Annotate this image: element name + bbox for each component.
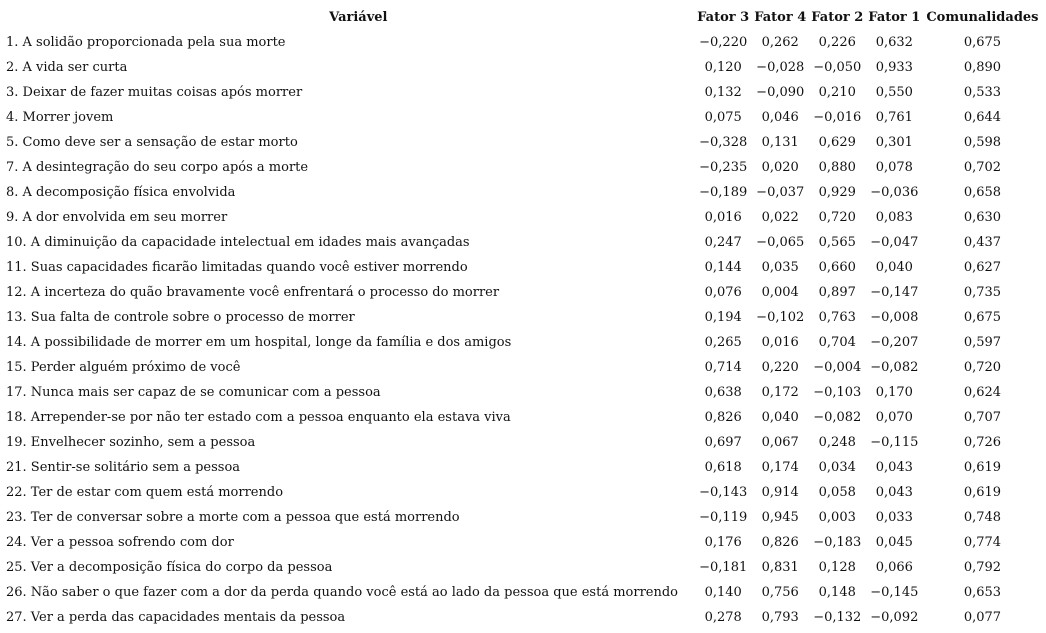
variable-cell: 19. Envelhecer sozinho, sem a pessoa [6, 435, 256, 450]
variable-cell: 15. Perder alguém próximo de você [6, 360, 241, 375]
variable-cell: 26. Não saber o que fazer com a dor da perda quando você está ao lado da pessoa que está morrendo [6, 585, 678, 600]
table-row [2, 230, 1042, 255]
variable-cell: 4. Morrer jovem [6, 110, 114, 125]
header-fator-4: Fator 4 [754, 10, 807, 25]
fator-4-cell: 0,004 [761, 285, 799, 300]
fator-3-cell: −0,235 [699, 160, 748, 175]
fator-3-cell: 0,618 [704, 460, 742, 475]
fator-1-cell: 0,070 [875, 410, 913, 425]
header-row [2, 5, 1042, 30]
comunalidades-cell: 0,597 [963, 335, 1002, 350]
table-row [2, 130, 1042, 155]
table-row [2, 305, 1042, 330]
fator-4-cell: 0,220 [761, 360, 799, 375]
factor-loadings-table [2, 5, 1042, 630]
table-row [2, 480, 1042, 505]
comunalidades-cell: 0,748 [963, 510, 1002, 525]
variable-cell: 27. Ver a perda das capacidades mentais da pessoa [6, 610, 346, 625]
fator-2-cell: 0,565 [818, 235, 856, 250]
table-row [2, 530, 1042, 555]
comunalidades-cell: 0,658 [963, 185, 1002, 200]
fator-3-cell: 0,140 [704, 585, 742, 600]
variable-cell: 25. Ver a decomposição física do corpo da pessoa [6, 560, 333, 575]
fator-4-cell: 0,016 [761, 335, 799, 350]
fator-2-cell: 0,880 [818, 160, 856, 175]
fator-3-cell: 0,697 [704, 435, 742, 450]
fator-2-cell: 0,128 [818, 560, 856, 575]
fator-1-cell: 0,632 [875, 35, 913, 50]
variable-cell: 5. Como deve ser a sensação de estar morto [6, 135, 298, 150]
variable-cell: 11. Suas capacidades ficarão limitadas quando você estiver morrendo [6, 260, 468, 275]
comunalidades-cell: 0,630 [963, 210, 1002, 225]
fator-4-cell: 0,131 [761, 135, 799, 150]
table-row [2, 180, 1042, 205]
fator-3-cell: 0,714 [704, 360, 742, 375]
table-row [2, 105, 1042, 130]
fator-2-cell: 0,720 [818, 210, 856, 225]
table-row [2, 405, 1042, 430]
fator-1-cell: −0,047 [870, 235, 919, 250]
fator-4-cell: 0,067 [761, 435, 799, 450]
fator-1-cell: 0,043 [875, 460, 913, 475]
fator-1-cell: 0,033 [875, 510, 913, 525]
table-row [2, 430, 1042, 455]
fator-1-cell: 0,083 [875, 210, 913, 225]
table-row [2, 380, 1042, 405]
fator-1-cell: 0,040 [875, 260, 913, 275]
fator-3-cell: −0,220 [699, 35, 748, 50]
variable-cell: 21. Sentir-se solitário sem a pessoa [6, 460, 241, 475]
fator-4-cell: 0,035 [761, 260, 799, 275]
comunalidades-cell: 0,653 [963, 585, 1002, 600]
fator-3-cell: −0,119 [699, 510, 748, 525]
header-variable: Variável [329, 10, 388, 25]
fator-1-cell: −0,115 [870, 435, 919, 450]
variable-cell: 14. A possibilidade de morrer em um hospital, longe da família e dos amigos [6, 335, 512, 350]
comunalidades-cell: 0,624 [963, 385, 1002, 400]
header-fator-3: Fator 3 [697, 10, 750, 25]
fator-2-cell: 0,003 [818, 510, 856, 525]
table-row [2, 505, 1042, 530]
comunalidades-cell: 0,792 [963, 560, 1002, 575]
variable-cell: 9. A dor envolvida em seu morrer [6, 210, 228, 225]
table-row [2, 30, 1042, 55]
table-row [2, 580, 1042, 605]
fator-2-cell: 0,248 [818, 435, 856, 450]
fator-3-cell: 0,016 [704, 210, 742, 225]
fator-2-cell: 0,034 [818, 460, 856, 475]
table-row [2, 80, 1042, 105]
fator-2-cell: 0,148 [818, 585, 856, 600]
fator-2-cell: 0,058 [818, 485, 856, 500]
fator-4-cell: 0,040 [761, 410, 799, 425]
fator-2-cell: −0,004 [813, 360, 862, 375]
fator-2-cell: 0,897 [818, 285, 856, 300]
table-header [2, 5, 1042, 30]
variable-cell: 2. A vida ser curta [6, 60, 128, 75]
variable-cell: 12. A incerteza do quão bravamente você enfrentará o processo do morrer [6, 285, 500, 300]
variable-cell: 7. A desintegração do seu corpo após a morte [6, 160, 309, 175]
comunalidades-cell: 0,619 [963, 460, 1002, 475]
variable-cell: 17. Nunca mais ser capaz de se comunicar com a pessoa [6, 385, 381, 400]
fator-3-cell: 0,826 [704, 410, 742, 425]
fator-1-cell: −0,082 [870, 360, 919, 375]
fator-4-cell: 0,945 [761, 510, 799, 525]
table-row [2, 355, 1042, 380]
comunalidades-cell: 0,627 [963, 260, 1002, 275]
fator-1-cell: 0,933 [875, 60, 913, 75]
fator-4-cell: 0,020 [761, 160, 799, 175]
comunalidades-cell: 0,726 [963, 435, 1002, 450]
comunalidades-cell: 0,533 [963, 85, 1002, 100]
variable-cell: 24. Ver a pessoa sofrendo com dor [6, 535, 234, 550]
fator-3-cell: −0,143 [699, 485, 748, 500]
fator-2-cell: 0,704 [818, 335, 856, 350]
fator-1-cell: −0,092 [870, 610, 919, 625]
comunalidades-cell: 0,675 [963, 310, 1002, 325]
fator-4-cell: −0,037 [756, 185, 805, 200]
fator-3-cell: 0,144 [704, 260, 742, 275]
fator-4-cell: 0,914 [761, 485, 799, 500]
table-row [2, 55, 1042, 80]
fator-4-cell: 0,756 [761, 585, 799, 600]
fator-4-cell: 0,174 [761, 460, 799, 475]
fator-3-cell: −0,189 [699, 185, 748, 200]
fator-2-cell: 0,629 [818, 135, 856, 150]
variable-cell: 1. A solidão proporcionada pela sua morte [6, 35, 286, 50]
fator-3-cell: 0,132 [704, 85, 742, 100]
variable-cell: 23. Ter de conversar sobre a morte com a pessoa que está morrendo [6, 510, 460, 525]
table-row [2, 330, 1042, 355]
fator-4-cell: 0,831 [761, 560, 799, 575]
fator-4-cell: −0,090 [756, 85, 805, 100]
variable-cell: 13. Sua falta de controle sobre o processo de morrer [6, 310, 355, 325]
variable-cell: 18. Arrepender-se por não ter estado com a pessoa enquanto ela estava viva [6, 410, 511, 425]
fator-1-cell: −0,008 [870, 310, 919, 325]
fator-3-cell: 0,120 [704, 60, 742, 75]
table-row [2, 255, 1042, 280]
fator-4-cell: −0,102 [756, 310, 805, 325]
comunalidades-cell: 0,735 [963, 285, 1002, 300]
fator-3-cell: 0,076 [704, 285, 742, 300]
comunalidades-cell: 0,437 [963, 235, 1002, 250]
fator-4-cell: 0,172 [761, 385, 799, 400]
fator-4-cell: −0,028 [756, 60, 805, 75]
fator-4-cell: −0,065 [756, 235, 805, 250]
fator-2-cell: −0,183 [813, 535, 862, 550]
fator-3-cell: 0,265 [704, 335, 742, 350]
fator-4-cell: 0,022 [761, 210, 799, 225]
comunalidades-cell: 0,720 [963, 360, 1002, 375]
fator-1-cell: −0,207 [870, 335, 919, 350]
fator-4-cell: 0,826 [761, 535, 799, 550]
comunalidades-cell: 0,598 [963, 135, 1002, 150]
fator-1-cell: 0,301 [875, 135, 913, 150]
comunalidades-cell: 0,774 [963, 535, 1002, 550]
table-body [2, 30, 1042, 630]
variable-cell: 22. Ter de estar com quem está morrendo [6, 485, 284, 500]
fator-3-cell: −0,181 [699, 560, 748, 575]
fator-3-cell: 0,278 [704, 610, 742, 625]
fator-2-cell: −0,132 [813, 610, 862, 625]
header-comunalidades: Comunalidades [926, 10, 1039, 25]
fator-3-cell: −0,328 [699, 135, 748, 150]
comunalidades-cell: 0,077 [963, 610, 1002, 625]
fator-4-cell: 0,046 [761, 110, 799, 125]
fator-3-cell: 0,194 [704, 310, 742, 325]
table-row [2, 155, 1042, 180]
variable-cell: 3. Deixar de fazer muitas coisas após morrer [6, 85, 303, 100]
header-fator-2: Fator 2 [811, 10, 864, 25]
fator-1-cell: 0,170 [875, 385, 913, 400]
fator-2-cell: 0,763 [818, 310, 856, 325]
fator-1-cell: −0,036 [870, 185, 919, 200]
fator-2-cell: −0,103 [813, 385, 862, 400]
fator-3-cell: 0,176 [704, 535, 742, 550]
fator-2-cell: −0,050 [813, 60, 862, 75]
fator-2-cell: −0,016 [813, 110, 862, 125]
fator-4-cell: 0,262 [761, 35, 799, 50]
variable-cell: 10. A diminuição da capacidade intelectual em idades mais avançadas [6, 235, 470, 250]
fator-1-cell: −0,145 [870, 585, 919, 600]
fator-4-cell: 0,793 [761, 610, 799, 625]
fator-1-cell: 0,066 [875, 560, 913, 575]
table-row [2, 280, 1042, 305]
fator-2-cell: 0,226 [818, 35, 856, 50]
fator-3-cell: 0,075 [704, 110, 742, 125]
fator-1-cell: 0,078 [875, 160, 913, 175]
comunalidades-cell: 0,890 [963, 60, 1002, 75]
fator-3-cell: 0,638 [704, 385, 742, 400]
header-fator-1: Fator 1 [868, 10, 921, 25]
comunalidades-cell: 0,644 [963, 110, 1002, 125]
comunalidades-cell: 0,619 [963, 485, 1002, 500]
fator-2-cell: 0,660 [818, 260, 856, 275]
fator-2-cell: 0,929 [818, 185, 856, 200]
fator-2-cell: −0,082 [813, 410, 862, 425]
comunalidades-cell: 0,675 [963, 35, 1002, 50]
fator-2-cell: 0,210 [818, 85, 856, 100]
variable-cell: 8. A decomposição física envolvida [6, 185, 236, 200]
table-row [2, 605, 1042, 630]
table-row [2, 205, 1042, 230]
table-row [2, 455, 1042, 480]
fator-1-cell: −0,147 [870, 285, 919, 300]
fator-1-cell: 0,043 [875, 485, 913, 500]
table-row [2, 555, 1042, 580]
fator-1-cell: 0,045 [875, 535, 913, 550]
comunalidades-cell: 0,707 [963, 410, 1002, 425]
comunalidades-cell: 0,702 [963, 160, 1002, 175]
fator-1-cell: 0,761 [875, 110, 913, 125]
fator-3-cell: 0,247 [704, 235, 742, 250]
fator-1-cell: 0,550 [875, 85, 913, 100]
